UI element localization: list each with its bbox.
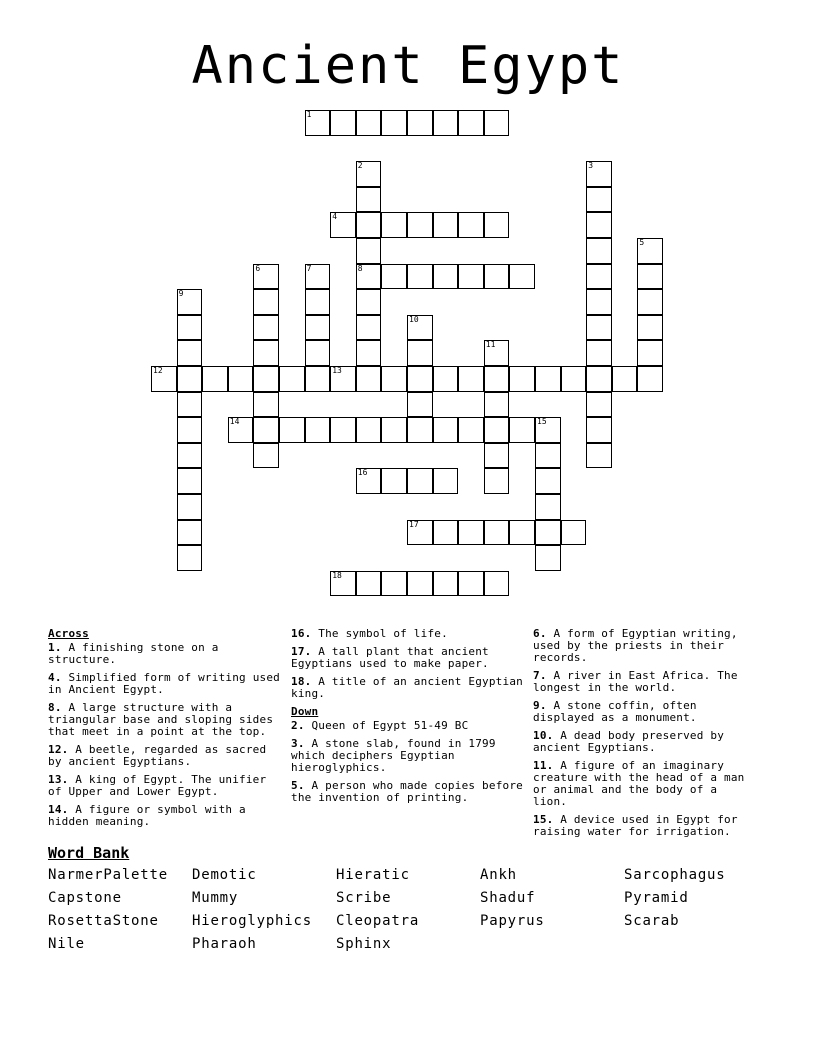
- word-bank-item: Hieratic: [336, 867, 410, 883]
- word-bank-item: Hieroglyphics: [192, 913, 312, 929]
- grid-cell[interactable]: [535, 545, 561, 571]
- across-clue: [291, 646, 523, 670]
- clue-text: A title of an ancient Egyptian king.: [291, 675, 523, 700]
- grid-cell[interactable]: [637, 264, 663, 290]
- grid-cell[interactable]: [305, 110, 331, 136]
- grid-cell[interactable]: [561, 520, 587, 546]
- grid-cell[interactable]: [458, 212, 484, 238]
- down-clue: [533, 700, 757, 724]
- word-bank-item: Mummy: [192, 890, 239, 906]
- grid-cell[interactable]: [177, 520, 203, 546]
- grid-cell[interactable]: [484, 417, 510, 443]
- cell-number: 2: [357, 161, 363, 171]
- cell-number: 10: [409, 314, 419, 324]
- grid-cell[interactable]: [253, 340, 279, 366]
- grid-cell[interactable]: [407, 340, 433, 366]
- grid-cell[interactable]: [433, 520, 459, 546]
- cell-number: 17: [409, 519, 419, 529]
- clue-text: A large structure with a triangular base and sloping sides that meet in a point at the top.: [48, 701, 274, 738]
- grid-cell[interactable]: [253, 264, 279, 290]
- across-clue: [291, 628, 523, 640]
- grid-cell[interactable]: [177, 494, 203, 520]
- grid-cell[interactable]: [407, 571, 433, 597]
- clue-text: Simplified form of writing used in Ancient Egypt.: [48, 671, 280, 696]
- cell-number: 13: [332, 366, 342, 375]
- grid-cell[interactable]: [177, 468, 203, 494]
- grid-cell[interactable]: [253, 366, 279, 392]
- grid-cell[interactable]: [356, 417, 382, 443]
- word-bank-item: Pharaoh: [192, 936, 257, 952]
- grid-cell[interactable]: [586, 340, 612, 366]
- cell-number: 9: [178, 289, 184, 299]
- cell-number: 15: [537, 417, 547, 427]
- grid-cell[interactable]: [305, 366, 331, 392]
- grid-cell[interactable]: [586, 315, 612, 341]
- grid-cell[interactable]: [458, 417, 484, 443]
- clues-column-3: [533, 628, 757, 844]
- clue-number: 10.: [533, 729, 554, 742]
- across-clue: [291, 676, 523, 700]
- grid-cell[interactable]: [637, 238, 663, 264]
- cell-number: 1: [306, 110, 312, 119]
- clue-number: 2.: [291, 719, 305, 732]
- grid-cell[interactable]: [484, 212, 510, 238]
- grid-cell[interactable]: [637, 366, 663, 392]
- word-bank-heading: Word Bank: [48, 844, 130, 862]
- clue-text: A river in East Africa. The longest in the world.: [533, 669, 738, 694]
- cell-number: 12: [153, 366, 163, 375]
- grid-cell[interactable]: [356, 264, 382, 290]
- grid-cell[interactable]: [356, 366, 382, 392]
- grid-cell[interactable]: [407, 520, 433, 546]
- grid-cell[interactable]: [586, 161, 612, 187]
- grid-cell[interactable]: [484, 366, 510, 392]
- grid-cell[interactable]: [305, 315, 331, 341]
- cell-number: 7: [306, 263, 312, 273]
- grid-cell[interactable]: [586, 443, 612, 469]
- clue-text: A king of Egypt. The unifier of Upper and Lower Egypt.: [48, 773, 267, 798]
- cell-number: 8: [357, 263, 363, 273]
- cell-number: 14: [229, 417, 240, 427]
- down-heading: Down: [291, 705, 319, 718]
- down-clue: [533, 670, 757, 694]
- across-clue: [48, 804, 280, 828]
- down-clue: [533, 814, 757, 838]
- clue-text: A dead body preserved by ancient Egyptians.: [533, 729, 725, 754]
- grid-cell[interactable]: [433, 110, 459, 136]
- grid-cell[interactable]: [407, 392, 433, 418]
- clue-number: 1.: [48, 641, 62, 654]
- grid-cell[interactable]: [433, 264, 459, 290]
- grid-cell[interactable]: [586, 366, 612, 392]
- word-bank-item: Capstone: [48, 890, 122, 906]
- down-clue: [533, 730, 757, 754]
- grid-cell[interactable]: [279, 366, 305, 392]
- clue-text: A person who made copies before the invention of printing.: [291, 779, 523, 804]
- grid-cell[interactable]: [279, 417, 305, 443]
- grid-cell[interactable]: [535, 520, 561, 546]
- word-bank-item: Demotic: [192, 867, 257, 883]
- grid-cell[interactable]: [637, 340, 663, 366]
- clue-text: A figure or symbol with a hidden meaning.: [48, 803, 246, 828]
- clue-number: 7.: [533, 669, 547, 682]
- grid-cell[interactable]: [177, 545, 203, 571]
- clue-number: 8.: [48, 701, 62, 714]
- grid-cell[interactable]: [433, 212, 459, 238]
- grid-cell[interactable]: [484, 468, 510, 494]
- grid-cell[interactable]: [586, 264, 612, 290]
- grid-cell[interactable]: [356, 161, 382, 187]
- clue-text: The symbol of life.: [311, 627, 448, 640]
- grid-cell[interactable]: [407, 212, 433, 238]
- grid-cell[interactable]: [586, 187, 612, 213]
- grid-cell[interactable]: [305, 289, 331, 315]
- grid-cell[interactable]: [433, 571, 459, 597]
- grid-cell[interactable]: [612, 366, 638, 392]
- grid-cell[interactable]: [407, 315, 433, 341]
- grid-cell[interactable]: [356, 315, 382, 341]
- grid-cell[interactable]: [305, 340, 331, 366]
- grid-cell[interactable]: [228, 366, 254, 392]
- grid-cell[interactable]: [356, 238, 382, 264]
- grid-cell[interactable]: [484, 340, 510, 366]
- grid-cell[interactable]: [202, 366, 228, 392]
- grid-cell[interactable]: [177, 289, 203, 315]
- cell-number: 3: [588, 161, 594, 171]
- clue-text: A figure of an imaginary creature with the head of a man or animal and the body of a lion.: [533, 759, 745, 808]
- grid-cell[interactable]: [177, 340, 203, 366]
- grid-cell[interactable]: [535, 443, 561, 469]
- grid-cell[interactable]: [177, 392, 203, 418]
- grid-cell[interactable]: [356, 212, 382, 238]
- clue-number: 6.: [533, 627, 547, 640]
- page-title: Ancient Egypt: [191, 36, 625, 96]
- clue-text: A stone slab, found in 1799 which deciphers Egyptian hieroglyphics.: [291, 737, 496, 774]
- clue-text: Queen of Egypt 51-49 BC: [304, 719, 469, 732]
- grid-cell[interactable]: [228, 417, 254, 443]
- clue-number: 12.: [48, 743, 69, 756]
- grid-cell[interactable]: [356, 110, 382, 136]
- grid-cell[interactable]: [151, 366, 177, 392]
- grid-cell[interactable]: [458, 110, 484, 136]
- grid-cell[interactable]: [433, 417, 459, 443]
- clues-column-1: [48, 628, 280, 834]
- down-clue: [291, 738, 523, 774]
- grid-cell[interactable]: [484, 264, 510, 290]
- grid-cell[interactable]: [381, 110, 407, 136]
- grid-cell[interactable]: [177, 443, 203, 469]
- clues-column-2: [291, 628, 523, 810]
- grid-cell[interactable]: [330, 366, 356, 392]
- across-clue: [48, 642, 280, 666]
- grid-cell[interactable]: [356, 468, 382, 494]
- grid-cell[interactable]: [509, 264, 535, 290]
- clue-number: 4.: [48, 671, 62, 684]
- clue-text: A device used in Egypt for raising water for irrigation.: [533, 813, 738, 838]
- grid-cell[interactable]: [458, 520, 484, 546]
- grid-cell[interactable]: [535, 468, 561, 494]
- clue-text: A form of Egyptian writing, used by the priests in their records.: [533, 627, 738, 664]
- grid-cell[interactable]: [253, 443, 279, 469]
- word-bank-item: Cleopatra: [336, 913, 420, 929]
- grid-cell[interactable]: [253, 392, 279, 418]
- cell-number: 5: [639, 238, 645, 247]
- clue-text: A tall plant that ancient Egyptians used to make paper.: [291, 645, 489, 670]
- grid-cell[interactable]: [586, 392, 612, 418]
- grid-cell[interactable]: [407, 468, 433, 494]
- word-bank-item: Sphinx: [336, 936, 392, 952]
- word-bank-item: Nile: [48, 936, 85, 952]
- clue-number: 11.: [533, 759, 554, 772]
- word-bank-item: Scribe: [336, 890, 392, 906]
- clue-number: 17.: [291, 645, 312, 658]
- grid-cell[interactable]: [586, 417, 612, 443]
- grid-cell[interactable]: [484, 110, 510, 136]
- across-clue: [48, 702, 280, 738]
- grid-cell[interactable]: [484, 571, 510, 597]
- clue-number: 16.: [291, 627, 312, 640]
- grid-cell[interactable]: [177, 417, 203, 443]
- cell-number: 16: [357, 468, 368, 478]
- grid-cell[interactable]: [458, 571, 484, 597]
- grid-cell[interactable]: [484, 520, 510, 546]
- down-clue: [291, 780, 523, 804]
- grid-cell[interactable]: [561, 366, 587, 392]
- grid-cell[interactable]: [356, 187, 382, 213]
- clue-text: A stone coffin, often displayed as a monument.: [533, 699, 697, 724]
- grid-cell[interactable]: [407, 264, 433, 290]
- word-bank-item: Papyrus: [480, 913, 545, 929]
- across-clue: [48, 744, 280, 768]
- grid-cell[interactable]: [458, 264, 484, 290]
- grid-cell[interactable]: [586, 289, 612, 315]
- cell-number: 18: [332, 570, 342, 580]
- grid-cell[interactable]: [407, 366, 433, 392]
- grid-cell[interactable]: [381, 366, 407, 392]
- clue-text: A finishing stone on a structure.: [48, 641, 219, 666]
- cell-number: 11: [485, 340, 496, 350]
- clue-text: A beetle, regarded as sacred by ancient Egyptians.: [48, 743, 267, 768]
- word-bank-item: Scarab: [624, 913, 680, 929]
- cell-number: 4: [332, 212, 338, 222]
- grid-cell[interactable]: [458, 366, 484, 392]
- word-bank-item: Pyramid: [624, 890, 689, 906]
- grid-cell[interactable]: [330, 110, 356, 136]
- clue-number: 3.: [291, 737, 305, 750]
- grid-cell[interactable]: [381, 417, 407, 443]
- grid-cell[interactable]: [381, 212, 407, 238]
- grid-cell[interactable]: [509, 520, 535, 546]
- across-heading: Across: [48, 627, 89, 640]
- clue-number: 9.: [533, 699, 547, 712]
- down-clue: [533, 628, 757, 664]
- grid-cell[interactable]: [356, 571, 382, 597]
- grid-cell[interactable]: [381, 264, 407, 290]
- grid-cell[interactable]: [637, 315, 663, 341]
- grid-cell[interactable]: [484, 443, 510, 469]
- grid-cell[interactable]: [330, 212, 356, 238]
- grid-cell[interactable]: [407, 110, 433, 136]
- grid-cell[interactable]: [433, 366, 459, 392]
- grid-cell[interactable]: [330, 417, 356, 443]
- grid-cell[interactable]: [381, 571, 407, 597]
- down-clue: [533, 760, 757, 808]
- down-clue: [291, 720, 523, 732]
- grid-cell[interactable]: [305, 264, 331, 290]
- grid-cell[interactable]: [509, 417, 535, 443]
- grid-cell[interactable]: [535, 417, 561, 443]
- grid-cell[interactable]: [305, 417, 331, 443]
- grid-cell[interactable]: [407, 417, 433, 443]
- grid-cell[interactable]: [433, 468, 459, 494]
- grid-cell[interactable]: [586, 238, 612, 264]
- grid-cell[interactable]: [586, 212, 612, 238]
- grid-cell[interactable]: [484, 392, 510, 418]
- grid-cell[interactable]: [356, 340, 382, 366]
- word-bank-item: Ankh: [480, 867, 517, 883]
- cell-number: 6: [255, 263, 261, 273]
- grid-cell[interactable]: [253, 315, 279, 341]
- word-bank-item: RosettaStone: [48, 913, 159, 929]
- grid-cell[interactable]: [535, 366, 561, 392]
- clue-number: 15.: [533, 813, 554, 826]
- grid-cell[interactable]: [253, 289, 279, 315]
- grid-cell[interactable]: [381, 468, 407, 494]
- word-bank-item: Shaduf: [480, 890, 536, 906]
- word-bank-item: NarmerPalette: [48, 867, 168, 883]
- clue-number: 5.: [291, 779, 305, 792]
- clue-number: 13.: [48, 773, 69, 786]
- grid-cell[interactable]: [509, 366, 535, 392]
- grid-cell[interactable]: [177, 366, 203, 392]
- grid-cell[interactable]: [177, 315, 203, 341]
- grid-cell[interactable]: [253, 417, 279, 443]
- grid-cell[interactable]: [330, 571, 356, 597]
- word-bank: [48, 866, 788, 954]
- across-clue: [48, 774, 280, 798]
- grid-cell[interactable]: [637, 289, 663, 315]
- clue-number: 14.: [48, 803, 69, 816]
- clue-number: 18.: [291, 675, 312, 688]
- grid-cell[interactable]: [535, 494, 561, 520]
- across-clue: [48, 672, 280, 696]
- grid-cell[interactable]: [356, 289, 382, 315]
- word-bank-item: Sarcophagus: [624, 867, 726, 883]
